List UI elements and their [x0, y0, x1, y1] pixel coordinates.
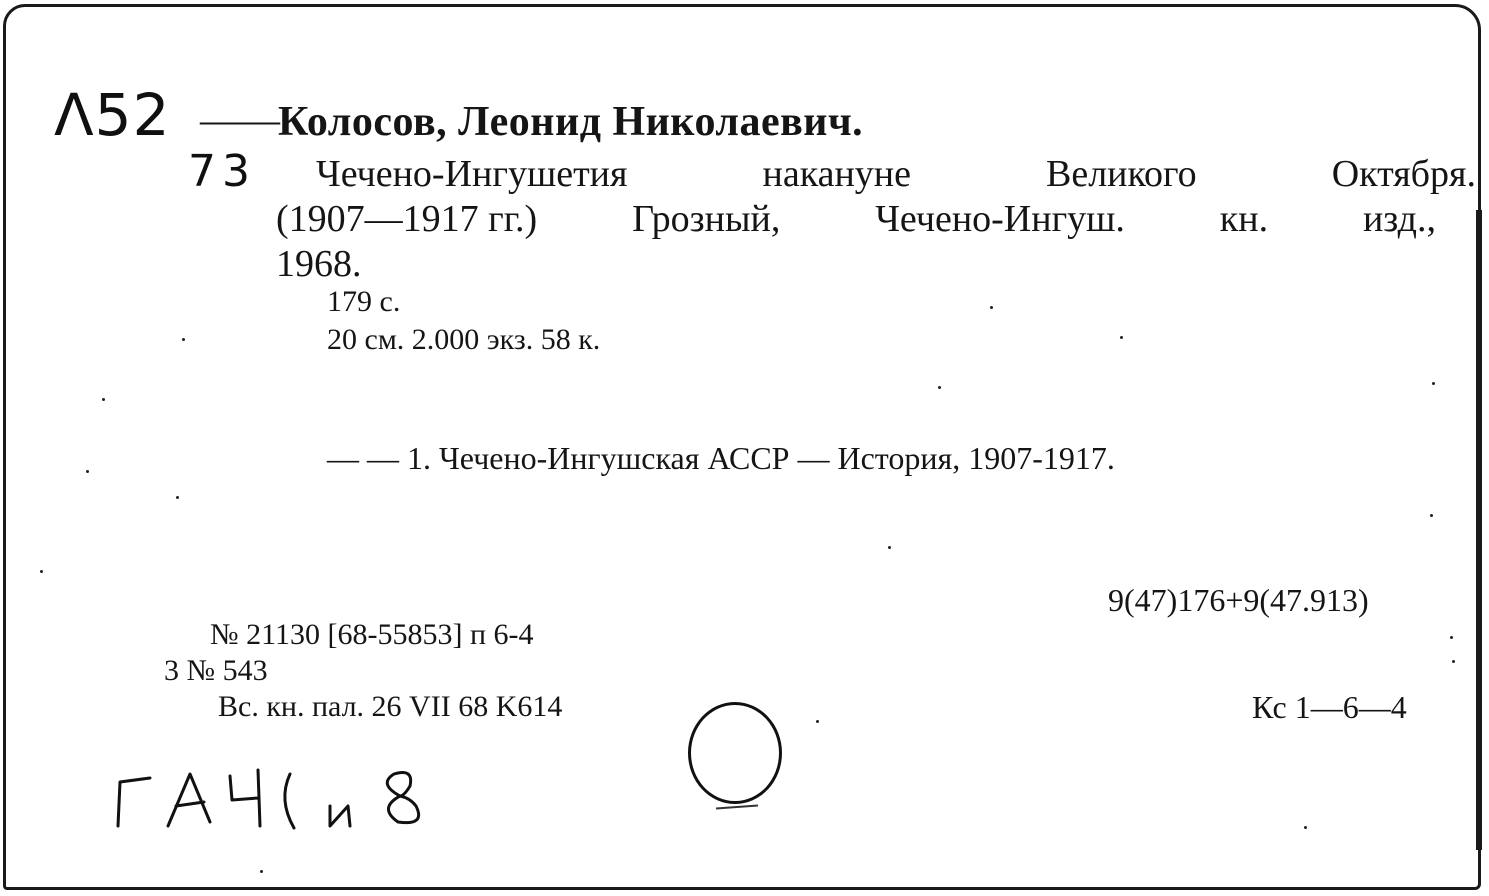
title-word: Чечено-Ингуш. — [875, 198, 1125, 240]
title-word: Великого — [1046, 153, 1197, 195]
title-word: Чечено-Ингушетия — [316, 153, 628, 195]
title-word: изд., — [1362, 198, 1436, 240]
print-speck — [816, 720, 819, 723]
order-number: 3 № 543 — [164, 654, 268, 687]
title-word: накануне — [762, 153, 911, 195]
title-word: Грозный, — [632, 198, 781, 240]
handwritten-note-signature — [108, 756, 458, 836]
call-number-bottom: 73 — [188, 146, 256, 197]
print-speck — [990, 306, 993, 309]
print-speck — [1120, 336, 1123, 339]
print-speck — [1450, 636, 1453, 639]
print-speck — [102, 398, 105, 401]
print-speck — [1432, 382, 1435, 385]
circle-stamp-icon — [688, 702, 782, 804]
dimensions-info: 20 см. 2.000 экз. 58 к. — [327, 323, 601, 356]
title-block — [276, 152, 1476, 287]
author-heading: Колосов, Леонид Николаевич. — [278, 99, 864, 145]
heading-dash: —— — [200, 97, 280, 142]
print-speck — [176, 496, 179, 499]
registration-number: № 21130 [68-55853] п 6-4 — [210, 618, 534, 651]
print-speck — [1304, 826, 1307, 829]
call-number-top: Λ52 — [54, 81, 171, 149]
title-line-1 — [276, 152, 1476, 197]
print-speck — [182, 338, 185, 341]
subject-tracing: — — 1. Чечено-Ингушская АССР — История, 1907-1917. — [327, 440, 1115, 476]
print-speck — [86, 470, 89, 473]
title-word: Октября. — [1331, 153, 1476, 195]
classification-number: 9(47)176+9(47.913) — [1108, 582, 1369, 618]
print-speck — [888, 546, 891, 549]
title-word: (1907—1917 гг.) — [276, 198, 538, 240]
pages-count: 179 с. — [327, 285, 401, 318]
print-speck — [260, 870, 263, 873]
title-line-3: 1968. — [276, 243, 362, 285]
catalog-code: Кс 1—6—4 — [1252, 689, 1407, 725]
title-word: кн. — [1219, 198, 1269, 240]
print-speck — [40, 570, 43, 573]
card-edge-mark — [1476, 210, 1482, 850]
print-speck — [938, 386, 941, 389]
print-speck — [1430, 514, 1433, 517]
book-chamber-line: Вс. кн. пал. 26 VII 68 K614 — [218, 690, 563, 723]
title-line-2 — [276, 197, 1436, 242]
print-speck — [1452, 660, 1455, 663]
